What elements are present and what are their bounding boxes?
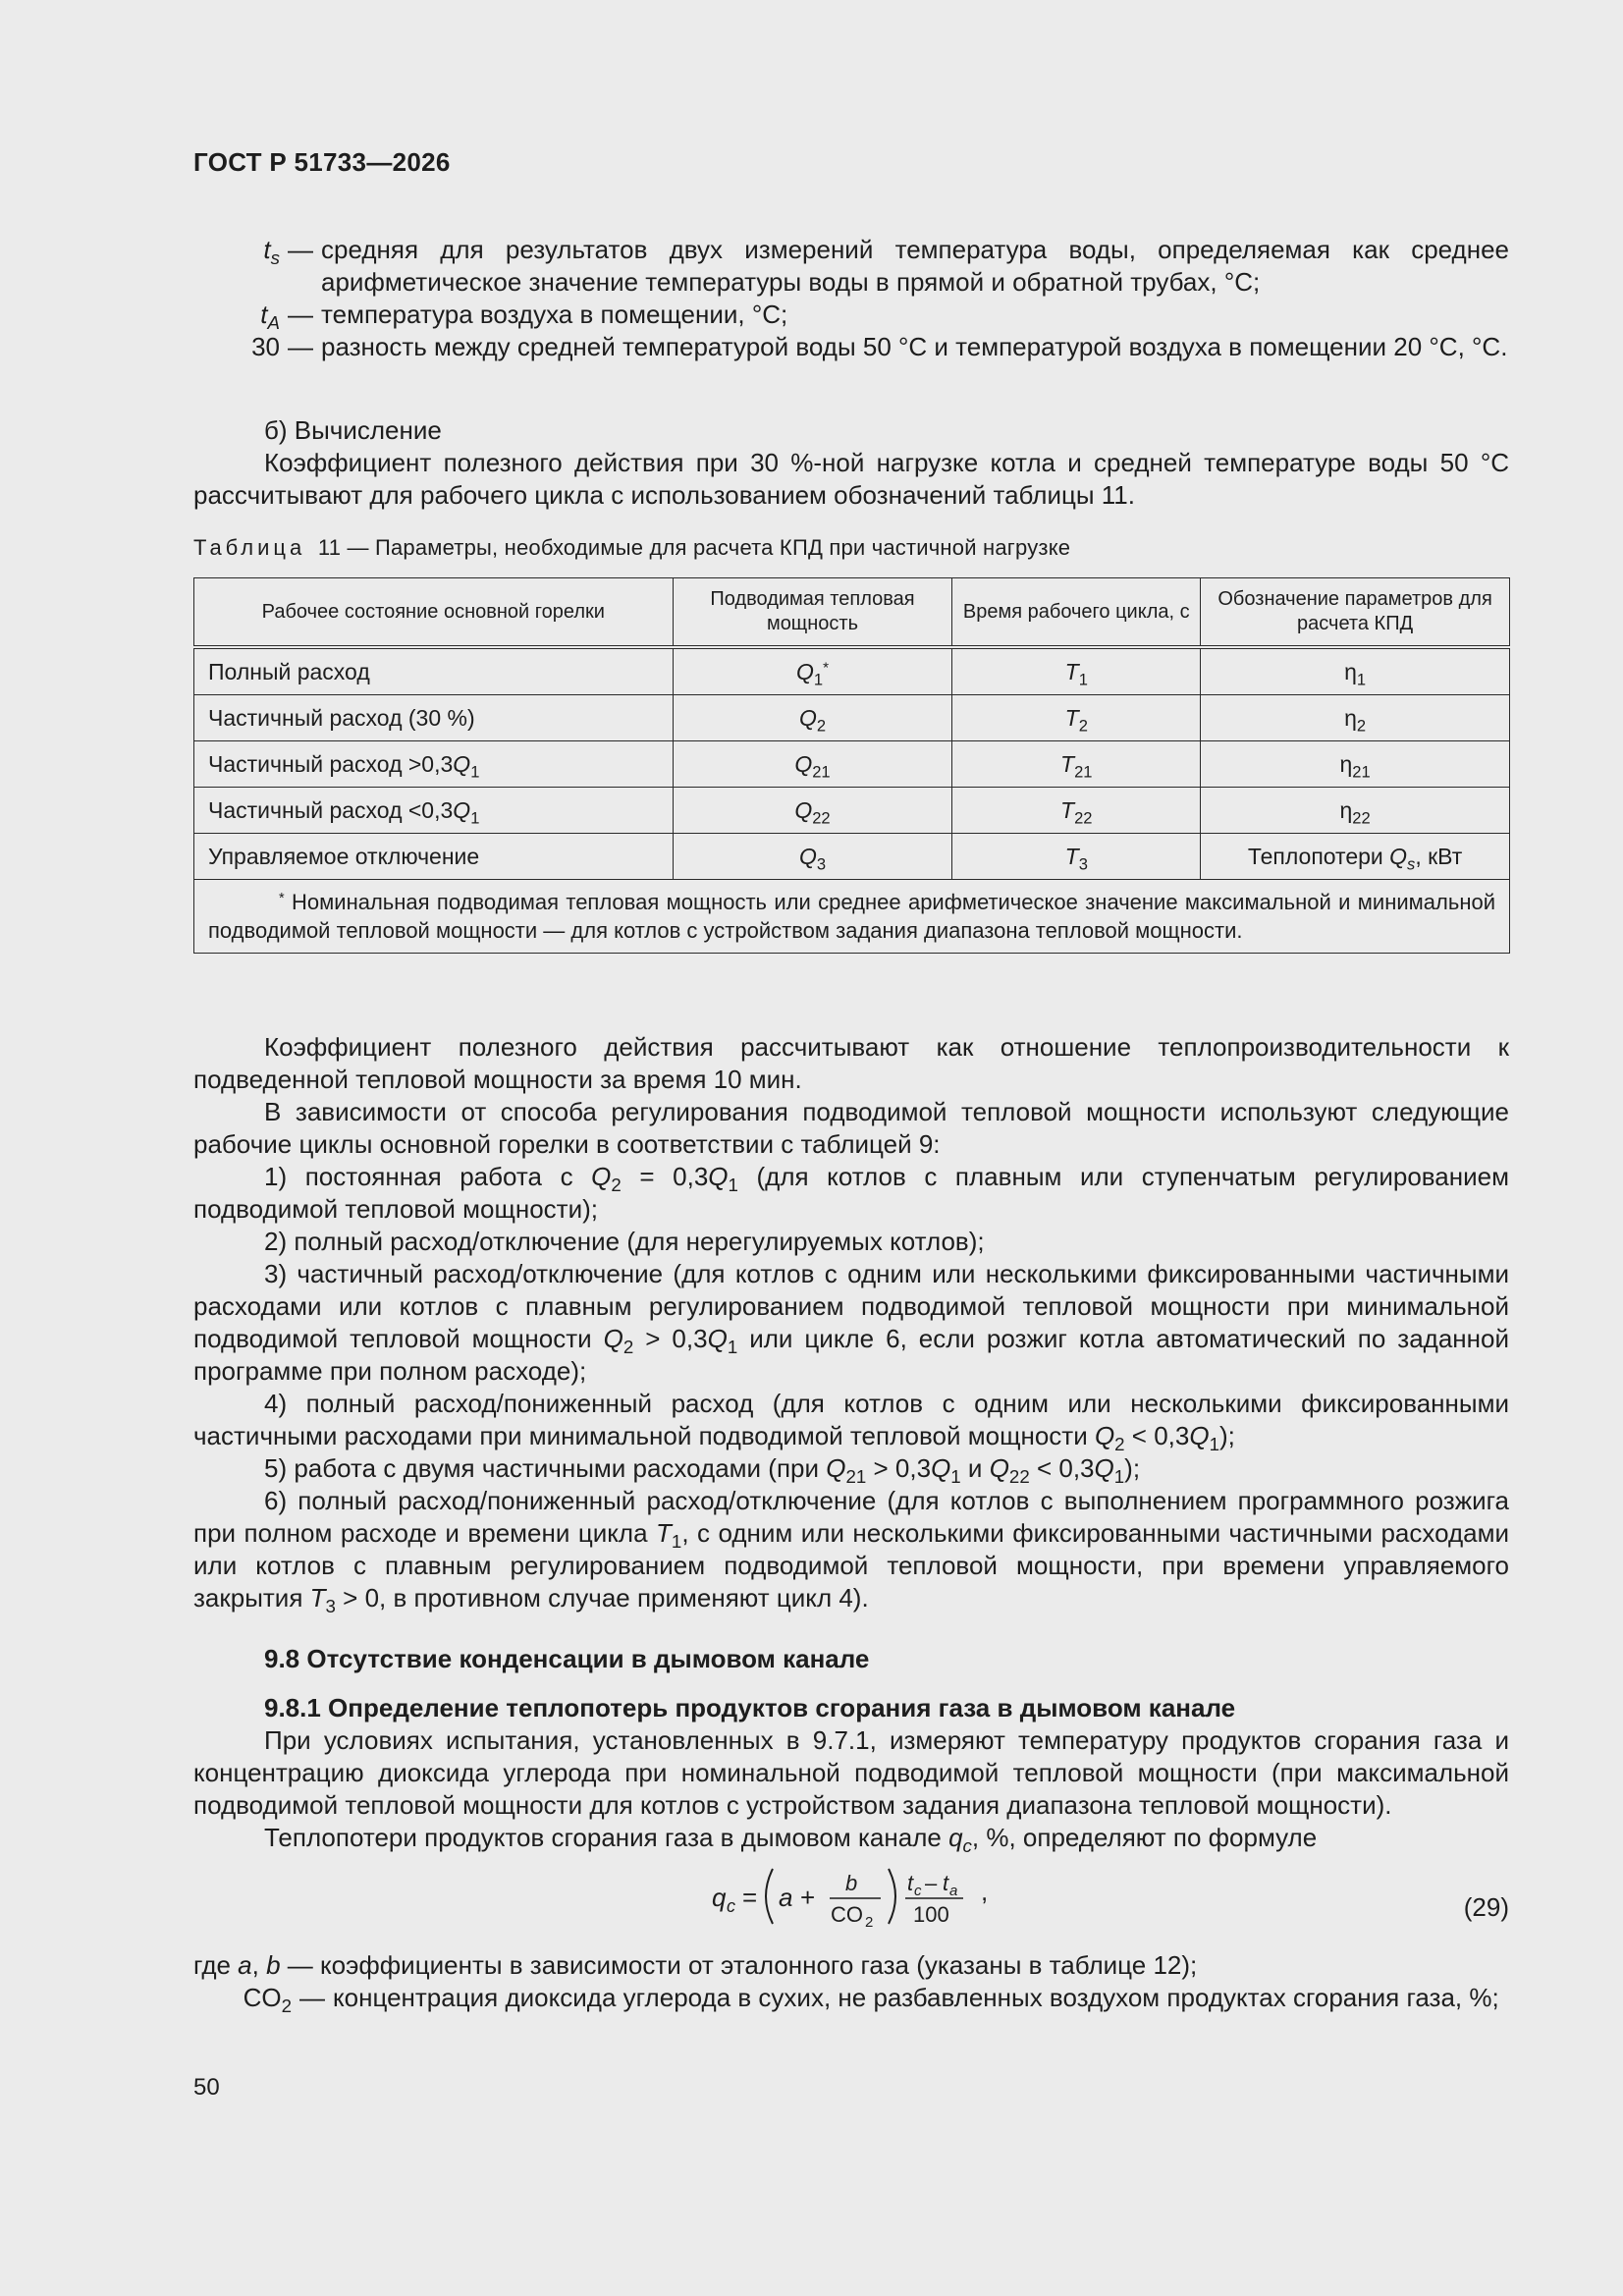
table-header-row (194, 578, 1510, 648)
table-row: Частичный расход $>0,3Q_1$ $Q_{21}$ $T_{21}$ $\eta_{21}$ (194, 741, 1510, 788)
formula-number: (29) (1463, 1892, 1509, 1922)
definition-ts: $t_s$ — средняя для результатов двух измерений температура воды, определяемая как среднее арифметическое значение температуры воды в прямой и обратной трубах, °С; (263, 235, 1509, 297)
list-item: 5) работа с двумя частичными расходами (при $Q_{21} > 0,3Q_1$ и $Q_{22} < 0,3Q_1$); (264, 1453, 1141, 1487)
svg-text:CO: CO (831, 1902, 863, 1927)
definitions-list (193, 234, 1509, 363)
definition-ta: $t_A$ — температура воздуха в помещении, °С; (260, 300, 788, 333)
list-item: 2) полный расход/отключение (для нерегулируемых котлов); (264, 1227, 985, 1256)
section-heading-9-8: 9.8 Отсутствие конденсации в дымовом канале (264, 1644, 870, 1673)
table-header-cell: Рабочее состояние основной горелки (194, 578, 674, 648)
formula-graphic (193, 1861, 1509, 1930)
definition-ab: где a, b — коэффициенты в зависимости от эталонного газа (указаны в таблице 12); (193, 1950, 1198, 1980)
table-header-cell: Время рабочего цикла, с (952, 578, 1201, 648)
page-number: 50 (193, 2074, 220, 2101)
table-footnote-row: * Номинальная подводимая тепловая мощность или среднее арифметическое значение максимальной и минимальной подводимой тепловой мощности — для котлов с устройством задания диапазона тепловой мощности. (194, 880, 1510, 954)
svg-text:c: c (914, 1883, 922, 1899)
svg-text:+: + (800, 1883, 816, 1912)
document-header: ГОСТ Р 51733—2026 (193, 147, 451, 177)
parameters-table (193, 577, 1510, 954)
table-caption: Таблица 11 — Параметры, необходимые для расчета КПД при частичной нагрузке (193, 535, 1071, 560)
paragraph-cycles: В зависимости от способа регулирования подводимой тепловой мощности используют следующие рабочие циклы основной горелки в соответствии с таблицей 9: (193, 1097, 1509, 1159)
svg-text:=: = (742, 1883, 758, 1912)
list-item: 4) полный расход/пониженный расход (для котлов с одним или несколькими фиксированными частичными расходами при минимальной подводимой тепловой мощности $Q_2 < 0,3Q_1$); (193, 1389, 1509, 1454)
svg-text:100: 100 (913, 1902, 949, 1927)
svg-text:b: b (845, 1871, 858, 1895)
section-9-8-1 (193, 1692, 1509, 1854)
list-item: 6) полный расход/пониженный расход/отключение (для котлов с выполнением программного розжига при полном расходе и времени цикла $T_1$, с одним или несколькими фиксированными частичными расходами или котлов с плавным регулированием подводимой тепловой мощности, при времени управляемого закрытия $T_3 > 0$, в противном случае применяют цикл 4). (193, 1486, 1509, 1616)
svg-text:2: 2 (865, 1914, 874, 1931)
svg-text:,: , (981, 1877, 989, 1906)
calc-heading: б) Вычисление (264, 415, 442, 445)
main-text (193, 1031, 1509, 1614)
table-row: Управляемое отключение $Q_3$ $T_3$ Теплопотери $Q_s$, кВт (194, 834, 1510, 880)
paragraph-test-conditions: При условиях испытания, установленных в 9.7.1, измеряют температуру продуктов сгорания газа и концентрацию диоксида углерода при номинальной подводимой тепловой мощности (при максимальной подводимой тепловой мощности для котлов с устройством задания диапазона тепловой мощности). (193, 1725, 1509, 1820)
calc-text: Коэффициент полезного действия при 30 %-ной нагрузке котла и средней температуре воды 50 °С рассчитывают для рабочего цикла с использованием обозначений таблицы 11. (193, 448, 1509, 510)
table-header-cell: Обозначение параметров для расчета КПД (1201, 578, 1510, 648)
svg-text:t: t (943, 1871, 949, 1895)
where-definitions (193, 1949, 1509, 2014)
definition-30: 30 — разность между средней температурой воды 50 °С и температурой воздуха в помещении 20 °С, °С. (251, 332, 1508, 361)
formula-29 (193, 1861, 1509, 1930)
calc-section (193, 414, 1509, 512)
svg-text:–: – (925, 1871, 938, 1895)
paragraph-losses: Теплопотери продуктов сгорания газа в дымовом канале $q_c$, %, определяют по формуле (264, 1823, 1318, 1856)
table-header-cell: Подводимая тепловая мощность (673, 578, 952, 648)
svg-text:c: c (727, 1896, 735, 1916)
definition-co2: $CO_2$ — концентрация диоксида углерода в сухих, не разбавленных воздухом продуктах сгорания газа, %; (243, 1983, 1499, 2016)
list-item: 3) частичный расход/отключение (для котлов с одним или несколькими фиксированными частичными расходами или котлов с плавным регулированием подводимой тепловой мощности при минимальной подводимой тепловой мощности $Q_2 > 0,3Q_1$ или цикле 6, если розжиг котла автоматический по заданной программе при полном расходе); (193, 1259, 1509, 1386)
svg-text:a: a (779, 1883, 793, 1912)
table-row: Частичный расход (30 %) $Q_2$ $T_2$ $\eta_2$ (194, 695, 1510, 741)
table-row: Частичный расход $<0,3Q_1$ $Q_{22}$ $T_{22}$ $\eta_{22}$ (194, 788, 1510, 834)
paragraph-kpd: Коэффициент полезного действия рассчитывают как отношение теплопроизводительности к подведенной тепловой мощности за время 10 мин. (193, 1032, 1509, 1094)
svg-text:t: t (907, 1871, 914, 1895)
svg-text:q: q (712, 1883, 727, 1912)
svg-text:a: a (949, 1883, 958, 1899)
section-heading-9-8-1: 9.8.1 Определение теплопотерь продуктов сгорания газа в дымовом канале (264, 1693, 1236, 1722)
table-row: Полный расход $Q_1^*$ $T_1$ $\eta_1$ (194, 647, 1510, 695)
list-item: 1) постоянная работа с $Q_2 = 0,3Q_1$ (для котлов с плавным или ступенчатым регулированием подводимой тепловой мощности); (193, 1162, 1509, 1224)
table-footnote: Номинальная подводимая тепловая мощность или среднее арифметическое значение максимальной и минимальной подводимой тепловой мощности — для котлов с устройством задания диапазона тепловой мощности. (208, 890, 1495, 943)
